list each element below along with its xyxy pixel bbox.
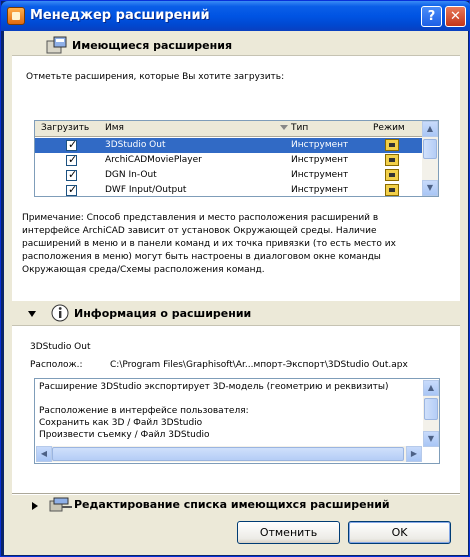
window-title: Менеджер расширений: [30, 8, 210, 23]
row-type: Инструмент: [291, 185, 349, 195]
checkbox-icon[interactable]: [66, 170, 77, 181]
list-header: [35, 121, 422, 137]
description-line: Расширение 3DStudio экспортирует 3D-модель (геометрию и реквизиты): [39, 382, 389, 392]
note-line: расширений в меню и в панели команд и их точка привязки (то есть место их: [22, 239, 396, 249]
cancel-button[interactable]: Отменить: [237, 521, 340, 544]
expand-arrow-icon[interactable]: [32, 502, 38, 510]
scroll-left-icon[interactable]: ◀: [36, 446, 52, 462]
note-text: [22, 212, 432, 277]
column-mode[interactable]: Режим: [373, 123, 405, 133]
description-line: Сохранить как 3D / Файл 3DStudio: [39, 418, 203, 428]
note-line: Окружающая среда/Схемы расположения команд.: [22, 265, 265, 275]
checkbox-icon[interactable]: [66, 185, 77, 196]
description-box[interactable]: [34, 378, 440, 464]
row-type: Инструмент: [291, 170, 349, 180]
location-path: C:\Program Files\Graphisoft\Ar...мпорт-Экспорт\3DStudio Out.apx: [110, 360, 408, 370]
row-name: 3DStudio Out: [105, 140, 166, 150]
available-extensions-header[interactable]: [12, 35, 460, 57]
extension-info-panel: [12, 325, 460, 493]
load-prompt: Отметьте расширения, которые Вы хотите загрузить:: [26, 72, 285, 82]
title-bar[interactable]: [1, 1, 470, 31]
note-line: Примечание: Способ представления и место расположения расширений в: [22, 213, 379, 223]
mode-icon: [385, 184, 399, 196]
extension-name: 3DStudio Out: [30, 342, 91, 352]
app-icon: [7, 7, 25, 25]
edit-list-title: Редактирование списка имеющихся расширений: [74, 498, 390, 511]
list-scrollbar[interactable]: [422, 121, 438, 196]
edit-list-icon: [48, 495, 74, 515]
description-hscroll[interactable]: [36, 446, 422, 462]
sort-arrow-icon: [280, 125, 288, 130]
collapse-arrow-icon[interactable]: [28, 311, 36, 317]
scroll-thumb[interactable]: [52, 447, 404, 461]
scroll-right-icon[interactable]: ▶: [406, 446, 422, 462]
edit-list-header[interactable]: [12, 497, 460, 519]
mode-icon: [385, 154, 399, 166]
row-name: DGN In-Out: [105, 170, 157, 180]
dialog-body: [4, 31, 468, 555]
close-icon: ✕: [450, 9, 461, 24]
available-extensions-panel: [12, 55, 460, 301]
scroll-down-icon[interactable]: ▼: [422, 180, 438, 196]
scroll-thumb[interactable]: [424, 398, 438, 420]
note-line: интерфейсе ArchiCAD зависит от установок Окружающей среды. Наличие: [22, 226, 377, 236]
column-type[interactable]: Тип: [291, 123, 309, 133]
extensions-icon: [44, 35, 70, 55]
checkbox-icon[interactable]: [66, 140, 77, 151]
scroll-up-icon[interactable]: ▲: [423, 380, 439, 396]
description-vscroll[interactable]: [423, 380, 439, 447]
list-row[interactable]: [35, 138, 422, 153]
ok-button[interactable]: OK: [348, 521, 451, 544]
mode-icon: [385, 169, 399, 181]
row-type: Инструмент: [291, 140, 349, 150]
description-line: Произвести съемку / Файл 3DStudio: [39, 430, 210, 440]
location-label: Располож.:: [30, 360, 83, 370]
available-extensions-title: Имеющиеся расширения: [72, 39, 233, 52]
list-row[interactable]: [35, 168, 422, 183]
extension-info-title: Информация о расширении: [74, 307, 252, 320]
info-icon: [48, 303, 74, 323]
close-button[interactable]: [445, 6, 466, 27]
row-name: DWF Input/Output: [105, 185, 187, 195]
scroll-down-icon[interactable]: ▼: [423, 431, 439, 447]
checkbox-icon[interactable]: [66, 155, 77, 166]
scroll-thumb[interactable]: [423, 139, 437, 159]
column-load[interactable]: Загрузить: [41, 123, 90, 133]
help-button[interactable]: [421, 6, 442, 27]
note-line: расположения в меню) могут быть настроены в диалоговом окне команды: [22, 252, 381, 262]
scroll-up-icon[interactable]: ▲: [422, 121, 438, 137]
mode-icon: [385, 139, 399, 151]
row-type: Инструмент: [291, 155, 349, 165]
list-row[interactable]: [35, 153, 422, 168]
column-name[interactable]: Имя: [105, 123, 124, 133]
list-row[interactable]: [35, 183, 422, 197]
description-line: Расположение в интерфейсе пользователя:: [39, 406, 249, 416]
help-icon: ?: [427, 9, 436, 24]
row-name: ArchiCADMoviePlayer: [105, 155, 202, 165]
divider: [12, 493, 460, 495]
extension-info-header[interactable]: [12, 303, 460, 325]
extensions-list[interactable]: [34, 120, 439, 197]
